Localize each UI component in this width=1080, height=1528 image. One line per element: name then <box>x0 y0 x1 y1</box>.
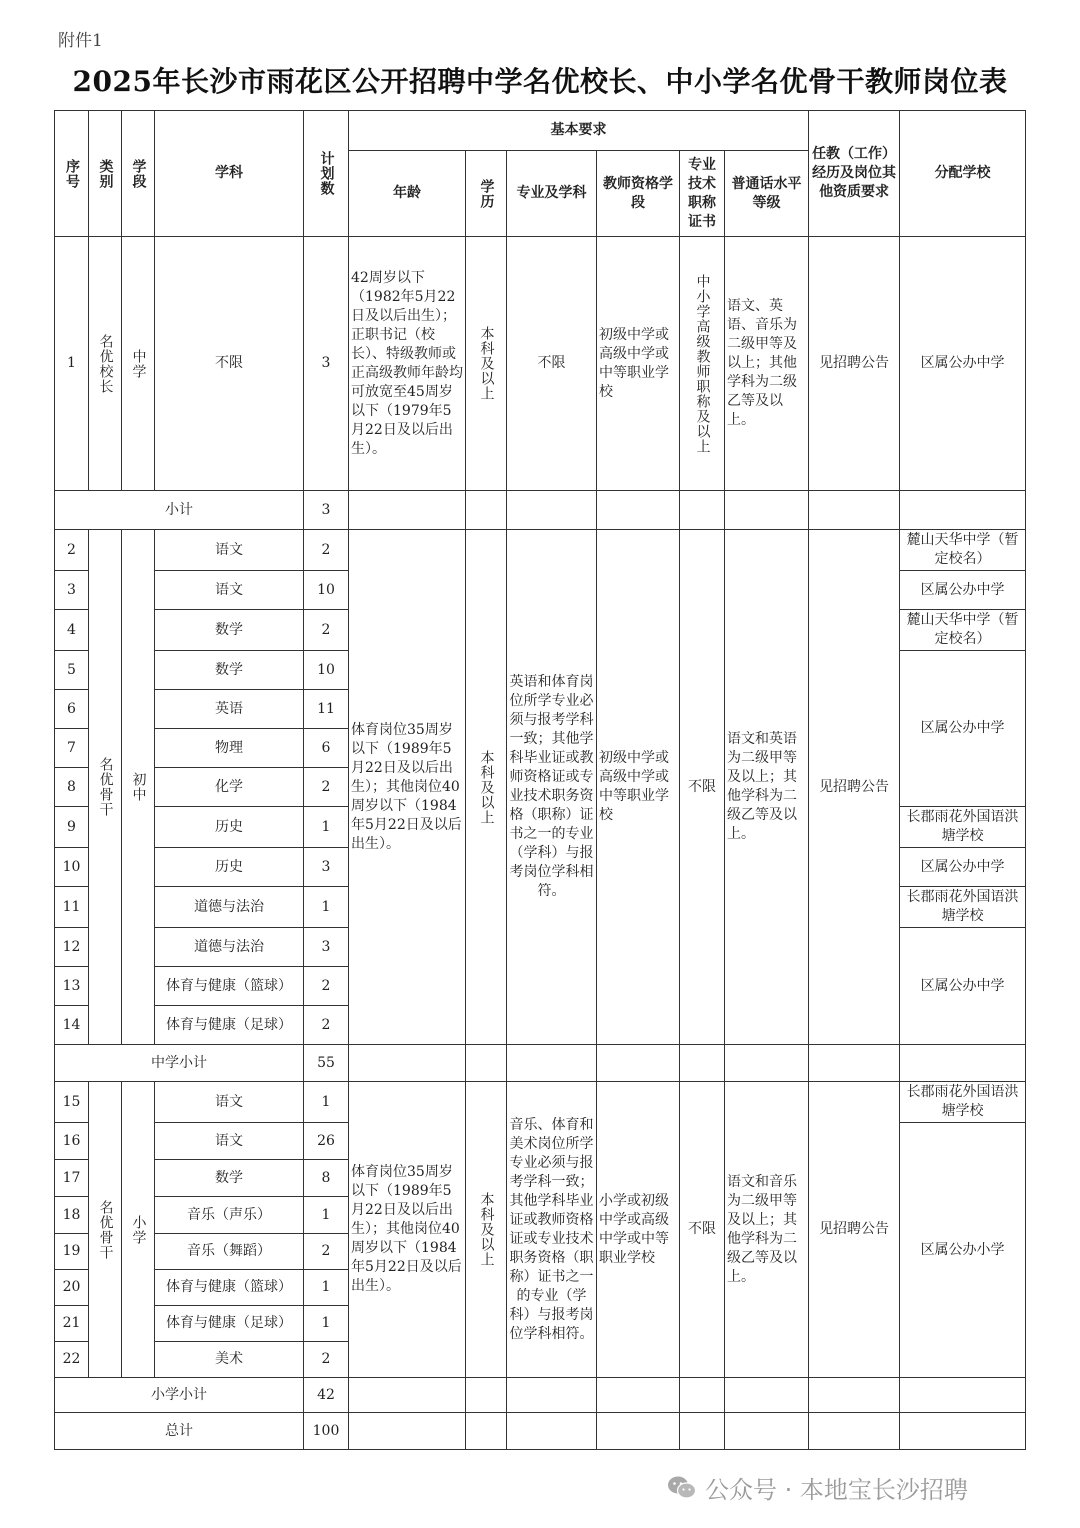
education-cell: 本科及以上 <box>466 237 507 491</box>
subject-cell: 数学 <box>155 610 304 651</box>
subject-cell: 美术 <box>155 1342 304 1378</box>
subtotal-value: 42 <box>304 1378 349 1413</box>
subtotal-label: 中学小计 <box>55 1045 304 1082</box>
table-row <box>55 237 1026 491</box>
total-value: 100 <box>304 1413 349 1450</box>
header-no: 序号 <box>55 111 89 237</box>
mandarin-cell: 语文和音乐为二级甲等及以上；其他学科为二级乙等及以上。 <box>725 1082 809 1378</box>
major-cell: 英语和体育岗位所学专业必须与报考学科一致；其他学科毕业证或教师资格证或专业技术职务资格（职称）证书之一的专业（学科）与报考岗位学科相符。 <box>507 530 597 1045</box>
watermark <box>667 1470 968 1505</box>
row-no: 5 <box>55 651 89 690</box>
subject-cell: 历史 <box>155 848 304 887</box>
plan-cell: 1 <box>304 887 349 928</box>
row-no: 20 <box>55 1270 89 1306</box>
school-cell: 区属公办中学 <box>900 237 1026 491</box>
row-no: 22 <box>55 1342 89 1378</box>
education-cell: 本科及以上 <box>466 530 507 1045</box>
table-row <box>55 1082 1026 1123</box>
plan-cell: 2 <box>304 530 349 571</box>
school-cell: 麓山天华中学（暂定校名） <box>900 530 1026 571</box>
school-cell: 长郡雨花外国语洪塘学校 <box>900 887 1026 928</box>
subject-cell: 化学 <box>155 768 304 807</box>
plan-cell: 1 <box>304 1082 349 1123</box>
wechat-icon <box>667 1475 697 1501</box>
mandarin-cell: 语文、英语、音乐为二级甲等及以上；其他学科为二级乙等及以上。 <box>725 237 809 491</box>
header-major: 专业及学科 <box>507 151 597 237</box>
subject-cell: 历史 <box>155 807 304 848</box>
school-cell: 长郡雨花外国语洪塘学校 <box>900 1082 1026 1123</box>
education-cell: 本科及以上 <box>466 1082 507 1378</box>
subject-cell: 物理 <box>155 729 304 768</box>
age-cell: 体育岗位35周岁以下（1989年5月22日及以后出生）；其他岗位40周岁以下（1984年5月22日及以后出生）。 <box>349 530 466 1045</box>
subject-cell: 体育与健康（篮球） <box>155 967 304 1006</box>
plan-cell: 1 <box>304 807 349 848</box>
positions-table <box>54 110 1026 1450</box>
row-no: 7 <box>55 729 89 768</box>
row-no: 10 <box>55 848 89 887</box>
header-age: 年龄 <box>349 151 466 237</box>
plan-cell: 1 <box>304 1197 349 1234</box>
plan-cell: 1 <box>304 1306 349 1342</box>
mandarin-cell: 语文和英语为二级甲等及以上；其他学科为二级乙等及以上。 <box>725 530 809 1045</box>
subtotal-value: 55 <box>304 1045 349 1082</box>
subject-cell: 道德与法治 <box>155 928 304 967</box>
title-cert-cell: 不限 <box>680 530 725 1045</box>
header-education: 学历 <box>466 151 507 237</box>
row-no: 15 <box>55 1082 89 1123</box>
subtotal-label: 小学小计 <box>55 1378 304 1413</box>
subject-cell: 语文 <box>155 571 304 610</box>
row-no: 12 <box>55 928 89 967</box>
category-cell: 名优骨干 <box>89 1082 122 1378</box>
category-cell: 名优校长 <box>89 237 122 491</box>
title-cert-cell: 中小学高级教师职称及以上 <box>680 237 725 491</box>
title-cert-cell: 不限 <box>680 1082 725 1378</box>
row-no: 11 <box>55 887 89 928</box>
subtotal-label: 小计 <box>55 491 304 530</box>
row-no: 16 <box>55 1123 89 1160</box>
row-no: 18 <box>55 1197 89 1234</box>
plan-cell: 26 <box>304 1123 349 1160</box>
experience-cell: 见招聘公告 <box>809 237 900 491</box>
school-cell: 麓山天华中学（暂定校名） <box>900 610 1026 651</box>
subject-cell: 音乐（声乐） <box>155 1197 304 1234</box>
plan-cell: 8 <box>304 1160 349 1197</box>
plan-cell: 2 <box>304 967 349 1006</box>
school-cell: 区属公办中学 <box>900 651 1026 807</box>
plan-cell: 2 <box>304 1342 349 1378</box>
plan-cell: 3 <box>304 928 349 967</box>
plan-cell: 11 <box>304 690 349 729</box>
row-no: 14 <box>55 1006 89 1045</box>
school-cell: 区属公办中学 <box>900 571 1026 610</box>
row-no: 3 <box>55 571 89 610</box>
category-cell: 名优骨干 <box>89 530 122 1045</box>
subject-cell: 数学 <box>155 1160 304 1197</box>
plan-cell: 2 <box>304 610 349 651</box>
row-no: 4 <box>55 610 89 651</box>
cert-cell: 小学或初级中学或高级中学或中等职业学校 <box>597 1082 680 1378</box>
page-title: 2025年长沙市雨花区公开招聘中学名优校长、中小学名优骨干教师岗位表 <box>72 65 1008 98</box>
plan-cell: 2 <box>304 768 349 807</box>
stage-cell: 中学 <box>122 237 155 491</box>
subject-cell: 体育与健康（篮球） <box>155 1270 304 1306</box>
header-school: 分配学校 <box>900 111 1026 237</box>
subject-cell: 音乐（舞蹈） <box>155 1234 304 1270</box>
subject-cell: 不限 <box>155 237 304 491</box>
stage-cell: 初中 <box>122 530 155 1045</box>
stage-cell: 小学 <box>122 1082 155 1378</box>
row-no: 2 <box>55 530 89 571</box>
header-plan: 计划数 <box>304 111 349 237</box>
row-no: 21 <box>55 1306 89 1342</box>
watermark-text: 公众号 · 本地宝长沙招聘 <box>705 1476 968 1504</box>
plan-cell: 6 <box>304 729 349 768</box>
cert-cell: 初级中学或高级中学或中等职业学校 <box>597 530 680 1045</box>
experience-cell: 见招聘公告 <box>809 1082 900 1378</box>
age-cell: 42周岁以下（1982年5月22日及以后出生）；正职书记（校长）、特级教师或正高级教师年龄均可放宽至45周岁以下（1979年5月22日及以后出生）。 <box>349 237 466 491</box>
subject-cell: 数学 <box>155 651 304 690</box>
subtotal-row <box>55 1378 1026 1413</box>
subject-cell: 语文 <box>155 530 304 571</box>
subject-cell: 体育与健康（足球） <box>155 1306 304 1342</box>
school-cell: 区属公办小学 <box>900 1123 1026 1378</box>
school-cell: 长郡雨花外国语洪塘学校 <box>900 807 1026 848</box>
annex-label: 附件1 <box>58 31 103 51</box>
header-mandarin: 普通话水平等级 <box>725 151 809 237</box>
plan-cell: 1 <box>304 1270 349 1306</box>
header-title-cert: 专业技术职称证书 <box>680 151 725 237</box>
plan-cell: 2 <box>304 1234 349 1270</box>
school-cell: 区属公办中学 <box>900 848 1026 887</box>
row-no: 19 <box>55 1234 89 1270</box>
plan-cell: 3 <box>304 848 349 887</box>
subject-cell: 语文 <box>155 1082 304 1123</box>
school-cell: 区属公办中学 <box>900 928 1026 1045</box>
subject-cell: 语文 <box>155 1123 304 1160</box>
header-stage: 学段 <box>122 111 155 237</box>
subtotal-value: 3 <box>304 491 349 530</box>
subject-cell: 体育与健康（足球） <box>155 1006 304 1045</box>
row-no: 9 <box>55 807 89 848</box>
plan-cell: 10 <box>304 571 349 610</box>
row-no: 17 <box>55 1160 89 1197</box>
row-no: 1 <box>55 237 89 491</box>
plan-cell: 2 <box>304 1006 349 1045</box>
header-category: 类别 <box>89 111 122 237</box>
total-label: 总计 <box>55 1413 304 1450</box>
row-no: 8 <box>55 768 89 807</box>
subtotal-row <box>55 491 1026 530</box>
major-cell: 不限 <box>507 237 597 491</box>
header-basic-requirements: 基本要求 <box>349 111 809 151</box>
subtotal-row <box>55 1045 1026 1082</box>
row-no: 13 <box>55 967 89 1006</box>
subject-cell: 英语 <box>155 690 304 729</box>
header-cert: 教师资格学段 <box>597 151 680 237</box>
row-no: 6 <box>55 690 89 729</box>
cert-cell: 初级中学或高级中学或中等职业学校 <box>597 237 680 491</box>
age-cell: 体育岗位35周岁以下（1989年5月22日及以后出生）；其他岗位40周岁以下（1984年5月22日及以后出生）。 <box>349 1082 466 1378</box>
plan-cell: 10 <box>304 651 349 690</box>
header-subject: 学科 <box>155 111 304 237</box>
subject-cell: 道德与法治 <box>155 887 304 928</box>
plan-cell: 3 <box>304 237 349 491</box>
table-row <box>55 530 1026 571</box>
total-row <box>55 1413 1026 1450</box>
experience-cell: 见招聘公告 <box>809 530 900 1045</box>
major-cell: 音乐、体育和美术岗位所学专业必须与报考学科一致；其他学科毕业证或教师资格证或专业技术职务资格（职称）证书之一的专业（学科）与报考岗位学科相符。 <box>507 1082 597 1378</box>
header-experience: 任教（工作）经历及岗位其他资质要求 <box>809 111 900 237</box>
